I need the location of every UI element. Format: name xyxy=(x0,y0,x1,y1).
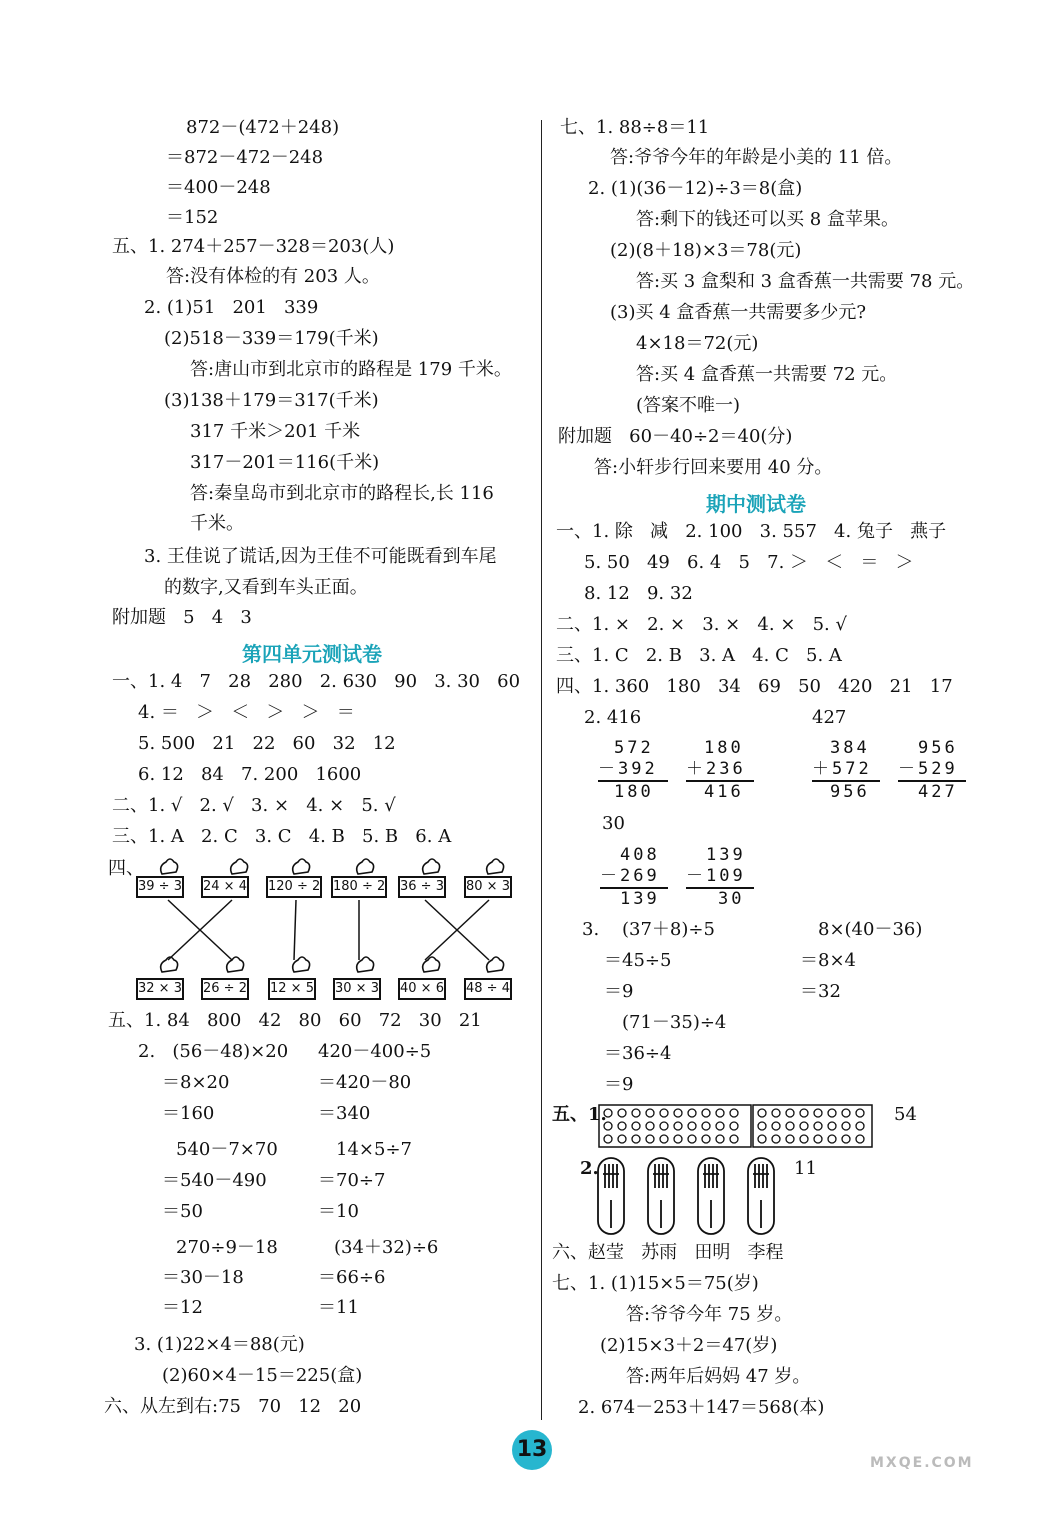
text-line: 三、1. C 2. B 3. A 4. C 5. A xyxy=(556,645,842,666)
text-line: ＝45÷5 xyxy=(604,950,672,971)
text-line: 420－400÷5 xyxy=(318,1041,432,1062)
text-line: 427 xyxy=(812,707,847,728)
text-line: 五、1. xyxy=(552,1104,607,1125)
text-line: 270÷9－18 xyxy=(176,1237,278,1258)
text-line: (2)(8＋18)×3＝78(元) xyxy=(610,240,802,261)
watermark: MXQE.COM xyxy=(870,1455,974,1471)
text-line: ＝66÷6 xyxy=(318,1267,386,1288)
expression-box: 32 × 3 xyxy=(136,978,184,1000)
section-heading: 第四单元测试卷 xyxy=(242,642,382,666)
calc-op: －529 xyxy=(898,759,958,779)
calc-result: 427 xyxy=(918,782,958,802)
text-line: 答:剩下的钱还可以买 8 盒苹果。 xyxy=(636,209,899,230)
text-line: 四、 xyxy=(108,858,144,879)
text-line: 8. 12 9. 32 xyxy=(584,583,693,604)
text-line: 2. (1)(36－12)÷3＝8(盒) xyxy=(588,178,803,199)
calc-result: 416 xyxy=(704,782,744,802)
text-line: 4. ＝ ＞ ＜ ＞ ＞ ＝ xyxy=(138,702,355,723)
text-line: 答:没有体检的有 203 人。 xyxy=(166,266,380,287)
text-line: ＝9 xyxy=(604,981,634,1002)
text-line: 3. xyxy=(582,919,600,940)
text-line: 五、1. 274＋257－328＝203(人) xyxy=(112,236,395,257)
calc-result: 139 xyxy=(620,889,660,909)
calc-result: 30 xyxy=(718,889,745,909)
expression-box: 40 × 6 xyxy=(398,978,446,1000)
calc-top: 180 xyxy=(704,738,744,758)
text-line: 六、赵莹 苏雨 田明 李程 xyxy=(552,1242,784,1263)
text-line: ＝8×4 xyxy=(800,950,856,971)
text-line: 二、1. √ 2. √ 3. × 4. × 5. √ xyxy=(112,795,396,816)
expression-box: 120 ÷ 2 xyxy=(266,876,322,898)
text-line: ＝152 xyxy=(166,207,219,228)
text-line: ＝32 xyxy=(800,981,841,1002)
expression-box: 30 × 3 xyxy=(333,978,381,1000)
text-line: 14×5÷7 xyxy=(336,1139,412,1160)
text-line: 5. 50 49 6. 4 5 7. ＞ ＜ ＝ ＞ xyxy=(584,552,914,573)
text-line: 五、1. 84 800 42 80 60 72 30 21 xyxy=(108,1010,482,1031)
text-line: 附加题 5 4 3 xyxy=(112,607,252,628)
expression-box: 80 × 3 xyxy=(464,876,512,898)
calc-top: 956 xyxy=(918,738,958,758)
expression-box: 12 × 5 xyxy=(268,978,316,1000)
calc-top: 384 xyxy=(830,738,870,758)
expression-box: 39 ÷ 3 xyxy=(136,876,184,898)
text-line: 6. 12 84 7. 200 1600 xyxy=(138,764,362,785)
text-line: ＝420－80 xyxy=(318,1072,412,1093)
text-line: 答:买 4 盒香蕉一共需要 72 元。 xyxy=(636,364,898,385)
text-line: ＝540－490 xyxy=(162,1170,267,1191)
calc-op: ＋572 xyxy=(812,759,872,779)
text-line: 七、1. (1)15×5＝75(岁) xyxy=(552,1273,759,1294)
text-line: 答:两年后妈妈 47 岁。 xyxy=(626,1366,811,1387)
expression-box: 180 ÷ 2 xyxy=(331,876,387,898)
text-line: 4×18＝72(元) xyxy=(636,333,759,354)
text-line: 30 xyxy=(602,813,625,834)
text-line: 附加题 60－40÷2＝40(分) xyxy=(558,426,793,447)
expression-box: 36 ÷ 3 xyxy=(398,876,446,898)
calc-op: －269 xyxy=(600,866,660,886)
page-number: 13 xyxy=(512,1430,552,1470)
text-line: 2. xyxy=(580,1158,599,1179)
text-line: 540－7×70 xyxy=(176,1139,278,1160)
column-divider xyxy=(541,120,542,1420)
text-line: 872－(472＋248) xyxy=(186,117,340,138)
text-line: 11 xyxy=(794,1158,817,1179)
section-heading: 期中测试卷 xyxy=(706,492,806,516)
calc-op: －109 xyxy=(686,866,746,886)
text-line: 的数字,又看到车头正面。 xyxy=(164,577,368,598)
text-line: 3. (1)22×4＝88(元) xyxy=(134,1334,305,1355)
expression-box: 26 ÷ 2 xyxy=(201,978,249,1000)
text-line: (71－35)÷4 xyxy=(622,1012,727,1033)
text-line: 答:爷爷今年的年龄是小美的 11 倍。 xyxy=(610,147,903,168)
text-line: ＝12 xyxy=(162,1297,203,1318)
text-line: 六、从左到右:75 70 12 20 xyxy=(104,1396,362,1417)
text-line: 317 千米＞201 千米 xyxy=(190,421,361,442)
text-line: (2)15×3＋2＝47(岁) xyxy=(600,1335,778,1356)
text-line: 3. 王佳说了谎话,因为王佳不可能既看到车尾 xyxy=(144,546,497,567)
text-line: 54 xyxy=(894,1104,917,1125)
calc-op: ＋236 xyxy=(686,759,746,779)
text-line: 答:买 3 盒梨和 3 盒香蕉一共需要 78 元。 xyxy=(636,271,975,292)
text-line: 四、1. 360 180 34 69 50 420 21 17 xyxy=(556,676,953,697)
text-line: 5. 500 21 22 60 32 12 xyxy=(138,733,396,754)
text-line: ＝50 xyxy=(162,1201,203,1222)
text-line: (3)138＋179＝317(千米) xyxy=(164,390,379,411)
text-line: 8×(40－36) xyxy=(818,919,923,940)
text-line: 二、1. × 2. × 3. × 4. × 5. √ xyxy=(556,614,847,635)
calc-top: 139 xyxy=(706,845,746,865)
calc-top: 572 xyxy=(614,738,654,758)
text-line: 2. (56－48)×20 xyxy=(138,1041,289,1062)
text-line: 答:唐山市到北京市的路程是 179 千米。 xyxy=(190,359,512,380)
text-line: (34＋32)÷6 xyxy=(334,1237,439,1258)
text-line: 答:秦皇岛市到北京市的路程长,长 116 xyxy=(190,483,494,504)
text-line: ＝8×20 xyxy=(162,1072,230,1093)
expression-box: 24 × 4 xyxy=(201,876,249,898)
calc-result: 180 xyxy=(614,782,654,802)
stick-bundle-figure xyxy=(596,1156,786,1238)
text-line: 一、1. 除 减 2. 100 3. 557 4. 兔子 燕子 xyxy=(556,521,947,542)
text-line: 2. 416 xyxy=(584,707,642,728)
calc-op: －392 xyxy=(598,759,658,779)
text-line: ＝30－18 xyxy=(162,1267,244,1288)
text-line: ＝9 xyxy=(604,1074,634,1095)
text-line: ＝400－248 xyxy=(166,177,271,198)
text-line: (答案不唯一) xyxy=(636,395,741,416)
text-line: ＝872－472－248 xyxy=(166,147,324,168)
text-line: 答:爷爷今年 75 岁。 xyxy=(626,1304,793,1325)
calc-top: 408 xyxy=(620,845,660,865)
text-line: ＝340 xyxy=(318,1103,371,1124)
text-line: ＝10 xyxy=(318,1201,359,1222)
text-line: ＝11 xyxy=(318,1297,359,1318)
text-line: 七、1. 88÷8＝11 xyxy=(560,117,710,138)
text-line: (2)518－339＝179(千米) xyxy=(164,328,379,349)
calc-result: 956 xyxy=(830,782,870,802)
text-line: 三、1. A 2. C 3. C 4. B 5. B 6. A xyxy=(112,826,452,847)
expression-box: 48 ÷ 4 xyxy=(464,978,512,1000)
text-line: (3)买 4 盒香蕉一共需要多少元? xyxy=(610,302,867,323)
text-line: (2)60×4－15＝225(盒) xyxy=(162,1365,363,1386)
text-line: ＝160 xyxy=(162,1103,215,1124)
text-line: 2. (1)51 201 339 xyxy=(144,297,319,318)
text-line: 一、1. 4 7 28 280 2. 630 90 3. 30 60 xyxy=(112,671,521,692)
text-line: ＝70÷7 xyxy=(318,1170,386,1191)
dot-array-figure xyxy=(598,1104,874,1148)
text-line: (37＋8)÷5 xyxy=(622,919,715,940)
text-line: 答:小轩步行回来要用 40 分。 xyxy=(594,457,833,478)
text-line: 千米。 xyxy=(190,513,244,534)
text-line: 2. 674－253＋147＝568(本) xyxy=(578,1397,825,1418)
text-line: ＝36÷4 xyxy=(604,1043,672,1064)
text-line: 317－201＝116(千米) xyxy=(190,452,380,473)
